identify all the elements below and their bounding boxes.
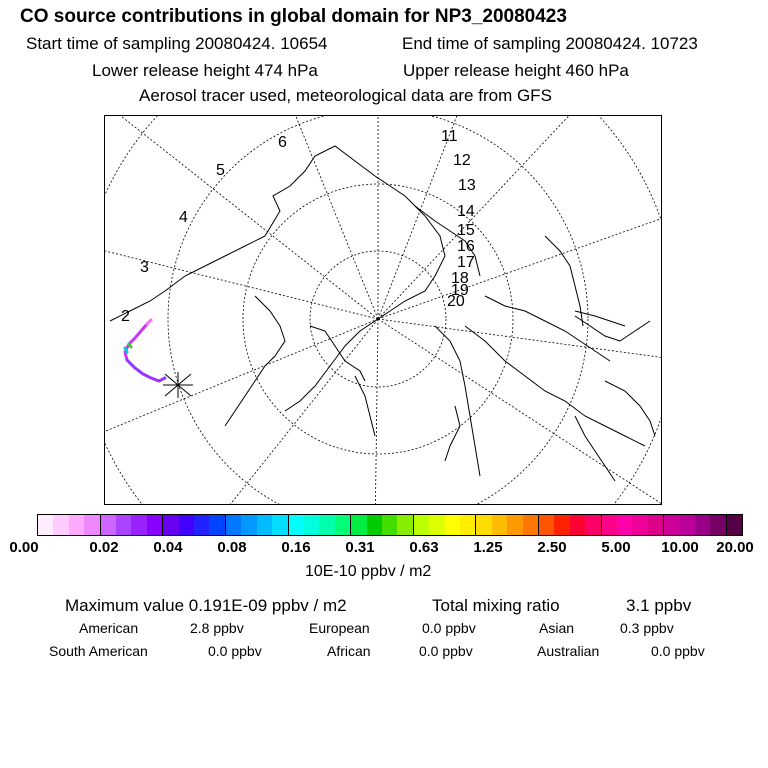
colorbar-tick-label: 2.50 [537, 539, 567, 556]
colorbar-tick-label: 0.04 [153, 539, 183, 556]
colorbar-tick-label: 0.16 [281, 539, 311, 556]
colorbar-swatch [194, 515, 209, 535]
hour-label: 14 [457, 203, 475, 220]
colorbar-swatch [116, 515, 131, 535]
colorbar-swatch [507, 515, 522, 535]
colorbar-swatch [53, 515, 68, 535]
colorbar-swatch [617, 515, 632, 535]
colorbar-swatch [523, 515, 539, 535]
colorbar-swatch [319, 515, 334, 535]
colorbar-swatch [602, 515, 617, 535]
upper-height-label: Upper release height 460 hPa [403, 61, 629, 80]
colorbar-swatch [382, 515, 397, 535]
hour-label: 4 [179, 209, 188, 226]
colorbar-swatch [257, 515, 272, 535]
region-name: Asian [539, 620, 575, 636]
region-value: 2.8 ppbv [190, 620, 244, 636]
colorbar-swatch [69, 515, 84, 535]
hour-label: 2 [121, 308, 130, 325]
region-value: 0.0 ppbv [651, 643, 705, 659]
region-name: South American [49, 643, 148, 659]
hour-label: 19 [451, 282, 469, 299]
colorbar-tick-label: 0.08 [217, 539, 247, 556]
plume-segment-3 [147, 320, 151, 324]
region-name: Australian [537, 643, 600, 659]
plot-title: CO source contributions in global domain for NP3_20080423 [20, 6, 567, 27]
colorbar-tick-label: 0.63 [409, 539, 439, 556]
start-time-label: Start time of sampling 20080424. 10654 [26, 34, 328, 53]
hour-label: 3 [140, 259, 149, 276]
colorbar-swatch [664, 515, 679, 535]
hour-label: 11 [441, 128, 458, 145]
hour-label: 12 [453, 152, 471, 169]
hour-label: 16 [457, 238, 475, 255]
colorbar-tick-label: 20.00 [716, 539, 754, 556]
region-value: 0.3 ppbv [620, 620, 674, 636]
colorbar-swatch [632, 515, 647, 535]
colorbar-swatch [226, 515, 241, 535]
colorbar-swatch [570, 515, 585, 535]
end-time-label: End time of sampling 20080424. 10723 [402, 34, 698, 53]
colorbar-swatch [241, 515, 256, 535]
lower-height-label: Lower release height 474 hPa [92, 61, 318, 80]
colorbar-units: 10E-10 ppbv / m2 [305, 563, 432, 580]
colorbar-swatch [492, 515, 507, 535]
hour-label: 20 [447, 293, 465, 310]
colorbar-tick-label: 0.31 [345, 539, 375, 556]
colorbar-swatch [272, 515, 288, 535]
region-name: European [309, 620, 370, 636]
coastlines [110, 146, 655, 481]
total-mixing-value: 3.1 ppbv [626, 596, 692, 615]
colorbar-swatch [554, 515, 569, 535]
colorbar-swatch [445, 515, 460, 535]
trajectory-plume [125, 320, 165, 381]
colorbar-tick-label: 0.00 [9, 539, 39, 556]
colorbar-swatch [460, 515, 476, 535]
colorbar-swatch [727, 515, 742, 535]
colorbar-swatch [397, 515, 413, 535]
hour-label: 18 [451, 270, 469, 287]
colorbar-swatch [209, 515, 225, 535]
colorbar-swatch [84, 515, 100, 535]
colorbar-tick-label: 1.25 [473, 539, 503, 556]
tracer-note: Aerosol tracer used, meteorological data are from GFS [139, 86, 552, 105]
colorbar-swatch [38, 515, 53, 535]
colorbar-swatch [147, 515, 163, 535]
plume-segment-1 [125, 324, 147, 360]
colorbar-swatch [101, 515, 116, 535]
plume-segment-5 [129, 344, 131, 347]
colorbar-swatch [367, 515, 382, 535]
hour-label: 13 [458, 177, 476, 194]
region-name: American [79, 620, 139, 636]
source-marker [163, 372, 193, 398]
colorbar [37, 514, 743, 536]
polar-map [104, 115, 662, 505]
colorbar-tick-label: 0.02 [89, 539, 119, 556]
colorbar-swatch [179, 515, 194, 535]
colorbar-swatch [585, 515, 601, 535]
colorbar-swatch [289, 515, 304, 535]
region-value: 0.0 ppbv [419, 643, 473, 659]
colorbar-swatch [539, 515, 554, 535]
colorbar-swatch [710, 515, 726, 535]
colorbar-swatch [351, 515, 366, 535]
colorbar-swatch [304, 515, 319, 535]
colorbar-swatch [429, 515, 444, 535]
colorbar-tick-label: 5.00 [601, 539, 631, 556]
colorbar-tick-label: 10.00 [661, 539, 699, 556]
colorbar-swatch [695, 515, 710, 535]
region-value: 0.0 ppbv [208, 643, 262, 659]
region-value: 0.0 ppbv [422, 620, 476, 636]
colorbar-swatch [680, 515, 695, 535]
hour-label: 17 [457, 254, 475, 271]
hour-label: 5 [216, 162, 225, 179]
colorbar-swatch [476, 515, 491, 535]
hour-label: 15 [457, 222, 475, 239]
hour-label: 6 [278, 134, 287, 151]
total-mixing-label: Total mixing ratio [432, 596, 560, 615]
colorbar-swatch [335, 515, 351, 535]
region-name: African [327, 643, 371, 659]
colorbar-swatch [131, 515, 146, 535]
graticule [105, 116, 662, 505]
plume-segment-4 [125, 348, 127, 352]
colorbar-swatch [648, 515, 664, 535]
colorbar-swatch [414, 515, 429, 535]
colorbar-swatch [163, 515, 178, 535]
plume-segment-2 [127, 360, 165, 381]
map-canvas [105, 116, 662, 505]
max-value-label: Maximum value 0.191E-09 ppbv / m2 [65, 596, 347, 615]
